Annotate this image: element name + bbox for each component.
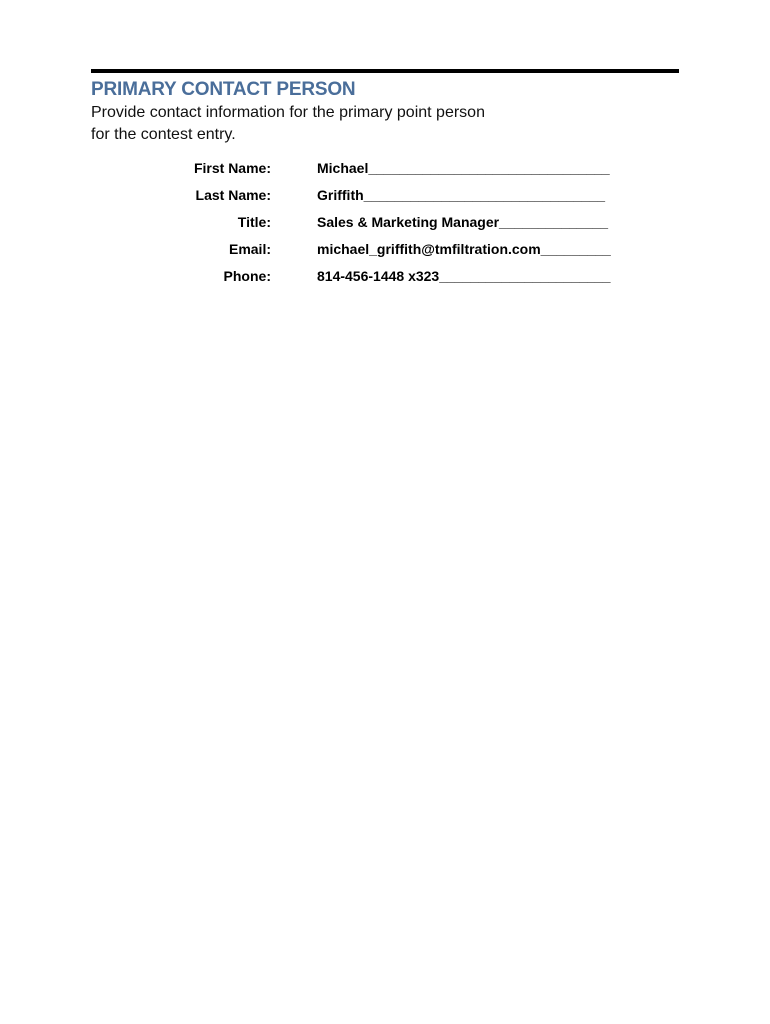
title-value[interactable]: Sales & Marketing Manager______________ xyxy=(317,214,609,230)
last-name-value[interactable]: Griffith_______________________________ xyxy=(317,187,606,203)
field-first-name xyxy=(0,160,770,180)
section-intro xyxy=(91,102,551,146)
first-name-label: First Name: xyxy=(193,160,271,176)
field-last-name xyxy=(0,187,770,207)
title-label: Title: xyxy=(237,214,271,230)
intro-line-1: Provide contact information for the primary point person xyxy=(91,104,485,121)
first-name-value[interactable]: Michael_______________________________ xyxy=(317,160,610,176)
email-value[interactable]: michael_griffith@tmfiltration.com_________ xyxy=(317,241,611,257)
field-email xyxy=(0,241,770,261)
phone-value[interactable]: 814-456-1448 x323______________________ xyxy=(317,268,611,284)
phone-label: Phone: xyxy=(223,268,271,284)
email-label: Email: xyxy=(228,241,271,257)
field-title xyxy=(0,214,770,234)
last-name-label: Last Name: xyxy=(195,187,271,203)
section-divider xyxy=(91,69,679,73)
section-title: PRIMARY CONTACT PERSON xyxy=(91,79,356,100)
field-phone xyxy=(0,268,770,288)
intro-line-2: for the contest entry. xyxy=(91,126,236,143)
